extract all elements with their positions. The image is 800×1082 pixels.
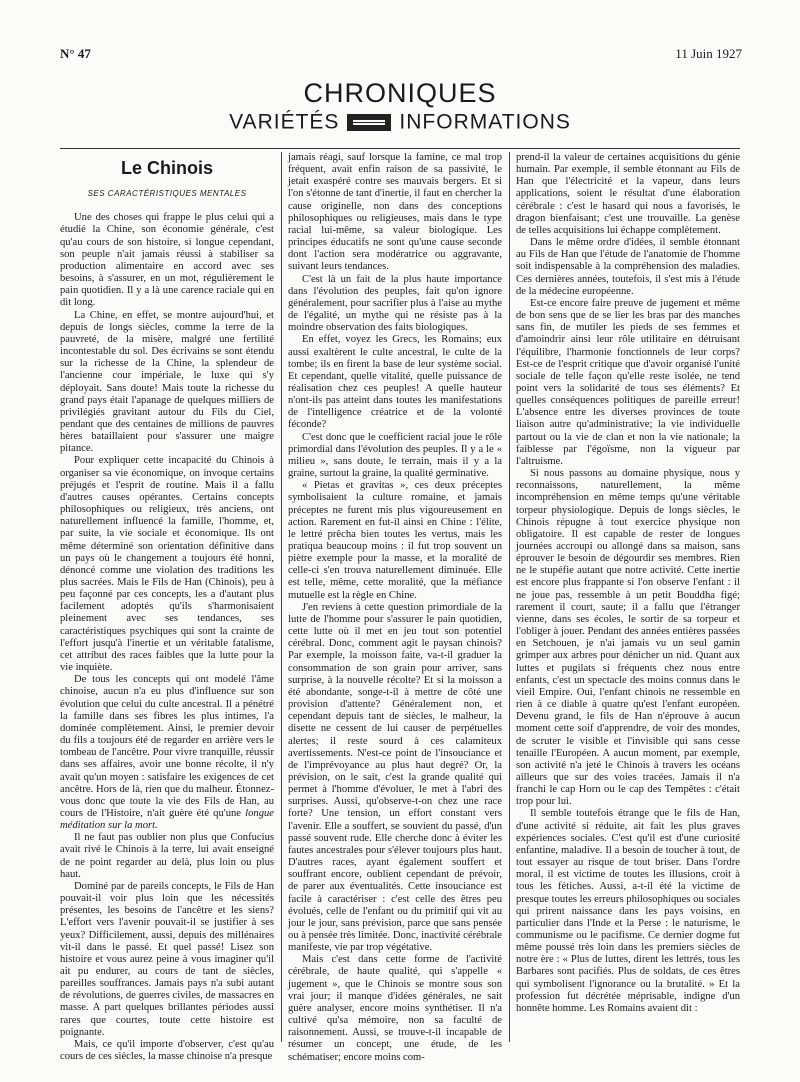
column-divider-1 <box>281 152 282 1042</box>
paragraph: Pour expliquer cette incapacité du Chinois à organiser sa vie économique, on invoque certains préjugés et l'esprit de routine. Mais il a fallu d'autres causes opérantes. Certains concepts philosophiques ou religieux, très anciens, ont naturellement influencé la famille, l'homme, et, par suite, la vie sociale et économique. Ils ont même déterminé son orientation définitive dans un pays où le changement a toujours été honni, dénoncé comme une violation des traditions les plus sacrées. Mais le Fils de Han (Chinois), peu à peu façonné par ces concepts, les a d'autant plus facilement adoptés qu'ils s'harmonisaient pleinement avec ses tendances, ses caractéristiques psychiques qui sont la crainte de l'effort jusqu'à l'inertie et un véritable fatalisme, cet attribut des races faibles que la lutte pour la vie inquiète. <box>60 455 274 674</box>
paragraph: Une des choses qui frappe le plus celui qui a étudié la Chine, son économie générale, c'est qu'au cours de son histoire, si longue cependant, son peuple n'ait jamais réussi à stabiliser sa production alimentaire en accord avec ses besoins, à s'assurer, en un mot, régulièrement le pain quotidien. Il y a là une carence raciale qui en dit long. <box>60 212 274 309</box>
paragraph <box>60 674 274 832</box>
column-3 <box>516 152 740 1042</box>
paragraph: Mais c'est dans cette forme de l'activité cérébrale, de haute qualité, qui s'appelle « jugement », que le Chinois se montre sous son vrai jour; il manque d'idées générales, ne sait guère analyser, encore moins synthétiser. Il n'a cultivé qu'sa mémoire, non sa faculté de raisonnement. Aussi, se trouve-t-il incapable de résumer un concept, une étude, de les schématiser; encore moins com- <box>288 954 502 1063</box>
paragraph: Il semble toutefois étrange que le fils de Han, d'une activité si réduite, ait fait les plus graves expériences sociales. C'est qu'il est d'une curiosité enfantine, maladive. Il a besoin de toucher à tout, de tout essayer au risque de tout briser. Dans l'ordre moral, il est victime de toutes les illusions, croit à tous les fétiches. Aussi, a-t-il été la victime de presque toutes les erreurs philosophiques ou sociales qui prirent naissance dans les pays voisins, en particulier dans l'Inde et la Perse : le naturisme, le communisme ou le pacifisme. Ce dernier dogme fut même poussé très loin dans les premiers siècles de notre ère : « Plus de luttes, dirent les lettrés, tous les Barbares sont pacifiés. Plus de soldats, de ces êtres qui symbolisent l'ignorance ou la brutalité. » Et la profession fut décrétée méprisable, indigne d'un honnête homme. Les Romains avaient dit : <box>516 808 740 1014</box>
paragraph: En effet, voyez les Grecs, les Romains; eux aussi exaltèrent le culte ancestral, le culte de la tombe; ils en firent la base de leur système social. Et cependant, quelle vitalité, quelle puissance de réalisation chez ces peuples! A quelle hauteur n'ont-ils pas atteint dans toutes les manifestations de l'intelligence créatrice et de la volonté féconde? <box>288 334 502 431</box>
paragraph: Il ne faut pas oublier non plus que Confucius avait rivé le Chinois à la terre, lui avait enseigné de ne point regarder au delà, plus loin ou plus haut. <box>60 832 274 880</box>
paragraph: J'en reviens à cette question primordiale de la lutte de l'homme pour s'assurer le pain quotidien, cette lutte où il met en jeu tout son potentiel cérébral. Donc, comment agit le paysan chinois? Par exemple, la moisson faite, va-t-il graduer la consommation de son grain pour arriver, sans surprise, à la nouvelle récolte? Et si la moisson a été abondante, songe-t-il à mettre de côté une provision d'attente? Généralement non, et cependant depuis tant de siècles, le malheur, la disette ne cessent de lui causer de perpétuelles alertes; il reste sourd à ces calamiteux avertissements. N'est-ce point de l'insouciance et de l'imprévoyance au plus haut degré? Or, la prévision, on le sait, c'est la grande qualité qui permet à l'homme d'évoluer, le met à l'abri des surprises. Aussi, qu'observe-t-on chez une race forte? Une tension, un effort constant vers l'avenir. Elle a souffert, se souvient du passé, d'un passé souvent rude. Elle cherche donc à éviter les fautes ancestrales pour s'élever toujours plus haut. D'autres races, ayant également souffert et souffrant encore, oublient cependant de prévoir, de parer aux éventualités. Cette insouciance est facile à caractériser : c'est celle des êtres peu évolués, celle de l'enfant ou du primitif qui vit au jour le jour, sans prévision, parce que sans pensée ou à pensée très limitée. Donc, inactivité cérébrale manifeste, vie par trop végétative. <box>288 601 502 954</box>
paragraph: Mais, ce qu'il importe d'observer, c'est qu'au cours de ces siècles, la masse chinoise n'a presque <box>60 1038 274 1063</box>
paragraph: Dominé par de pareils concepts, le Fils de Han pouvait-il voir plus loin que les nécessités présentes, les besoins de l'ancêtre et les siens? L'effort vers l'avenir pouvait-il se justifier à ses yeux? Difficilement, aussi, depuis des millénaires vit-il dans le passé. Et quel passé! Lisez son histoire et vous aurez peine à vous imaginer qu'il ait pu endurer, au cours de tant de siècles, pareilles souffrances. Jamais pays n'a subi autant de révolutions, de guerres civiles, de massacres en masse. A part quelques brillantes périodes aussi rares que courtes, toute cette histoire est poignante. <box>60 880 274 1038</box>
ornament-icon <box>347 114 391 131</box>
issue-number: N° 47 <box>60 46 91 61</box>
paragraph: Dans le même ordre d'idées, il semble étonnant au Fils de Han que l'étude de l'anatomie de l'homme soit indispensable à la compréhension des maladies. Ces dernières années, toutefois, il s'est mis à l'étude de la médecine européenne. <box>516 237 740 297</box>
paragraph: C'est donc que le coefficient racial joue le rôle primordial dans l'évolution des peuples. Il y a le « milieu », sans doute, le terrain, mais il y a la graine, surtout la graine, la qualité germinative. <box>288 431 502 480</box>
column-1 <box>60 152 275 1063</box>
masthead-informations: INFORMATIONS <box>399 110 571 134</box>
italic-phrase: longue méditation sur la mort. <box>60 807 275 832</box>
masthead-varietes: VARIÉTÉS <box>229 110 340 134</box>
paragraph: Est-ce encore faire preuve de jugement et même de bon sens que de se lier les bras par des manches sans fin, de mutiler les pieds de ses femmes et d'amoindrir ainsi leur rôle utilitaire en détruisant l'équilibre, l'harmonie fonctionnels de leur corps? Est-ce de l'esprit critique que d'avoir organisé l'unité sociale de telle façon qu'elle reste isolée, ne tend point vers la solidarité de tous ses éléments? Et quelles conséquences politiques de pareille erreur! L'absence entre les diverses provinces de toute liaison autre qu'administrative; la vie individuelle partout ou la vie de clan et non la vie nationale; la faiblesse par l'égoïsme, non la vigueur par l'altruisme. <box>516 297 740 467</box>
column-2 <box>288 152 502 1063</box>
paragraph: Si nous passons au domaine physique, nous y reconnaissons, naturellement, la même incompréhension en même temps qu'une véritable torpeur physiologique. Depuis de longs siècles, le Chinois répugne à tout exercice physique non obligatoire. Il est capable de rester de longues journées accroupi ou allongé dans sa maison, sans éprouver le besoin de dégourdir ses membres. Rien ne le stupéfie autant que notre activité. Cette inertie est encore plus frappante si l'on observe l'enfant : il ne joue pas, ressemble à un petit Bouddha figé; rarement il court, saute; il a fallu que l'étranger vienne, dans ses écoles, le sortir de sa torpeur et l'obliger à jouer. Pendant des années entières passées en Setchouen, je n'ai jamais vu un seul gamin grimper aux arbres pour dénicher un nid. Quant aux luttes et pugilats si fréquents chez nous entre enfants, c'est un spectacle des moins connus dans le vieil Empire. Oui, l'enfant chinois ne ressemble en rien à ce diable à quatre qu'est l'enfant européen. Devenu grand, le fils de Han n'éprouve à aucun moment cette soif d'apprendre, de voir des mondes, de scruter le visible et l'invisible qui sans cesse tenaille l'Européen. A aucun moment, par exemple, son activité n'a jeté le Chinois à travers les océans ailleurs que sur des voies tracées. Jamais il n'a franchi le cap Horn ou le cap des Tempêtes : c'était trop pour lui. <box>516 468 740 808</box>
article-subtitle: SES CARACTÉRISTIQUES MENTALES <box>87 189 247 199</box>
article-title: Le Chinois <box>120 158 213 178</box>
paragraph: C'est là un fait de la plus haute importance dans l'évolution des peuples, fait qu'on ignore généralement, pour sacrifier plus à l'aise au mythe de l'égalité, un mythe qui ne résiste pas à la moindre observation des faits biologiques. <box>288 273 502 334</box>
paragraph: prend-il la valeur de certaines acquisitions du génie humain. Par exemple, il semble étonnant au Fils de Han que l'électricité et la vapeur, dans leurs applications, soient le résultat d'une élaboration cérébrale : c'est le hasard qui nous a favorisés, le dragon bienfaisant; c'est une trouvaille. La genèse de telles acquisitions lui échappe complètement. <box>516 152 740 236</box>
masthead-title: CHRONIQUES <box>303 78 497 108</box>
header-rule <box>60 148 740 149</box>
paragraph: jamais réagi, sauf lorsque la famine, ce mal trop fréquent, avait enfin raison de sa passivité, le jetait exaspéré contre ses mauvais bergers. Et si l'on s'étonne de tant d'inertie, il faut en chercher la cause originelle, non dans des conceptions philosophiques ou religieuses, mais dans le type racial lui-même, sa valeur biologique. Les principes éducatifs ne sont qu'une cause seconde dont l'action sera modératrice ou aggravante, suivant leurs tendances. <box>288 152 502 273</box>
paragraph: « Pietas et gravitas », ces deux préceptes symbolisaient la culture romaine, et jamais préceptes ne furent mis plus vigoureusement en action. Rarement en fut-il ainsi en Chine : l'élite, le lettré prêcha bien toutes les vertus, mais les pratiqua beaucoup moins : il fut trop souvent un piètre exemple pour la masse, et la moralité de celle-ci s'en trouva naturellement diminuée. Elle est telle, même, cette moralité, que la méfiance mutuelle est la règle en Chine. <box>288 480 502 601</box>
paragraph-text: De tous les concepts qui ont modelé l'âme chinoise, aucun n'a eu plus d'influence sur son évolution que celui du culte ancestral. Il a pénétré la famille dans ses fibres les plus intimes, l'a dominée complètement. Ainsi, le premier devoir du fils a toujours été de regarder en arrière vers le tombeau de l'ancêtre. Pour vivre tranquille, réussir dans ses affaires, avoir une bonne récolte, il n'y avait qu'un moyen : satisfaire les exigences de cet ancêtre. Hors de là, rien que du malheur. Étonnez-vous donc que toute la vie des Fils de Han, au cours de l'Histoire, n'ait guère été qu'une <box>60 674 274 819</box>
issue-date: 11 Juin 1927 <box>675 46 742 61</box>
paragraph: La Chine, en effet, se montre aujourd'hui, et depuis de longs siècles, comme la terre de la pauvreté, de la misère, malgré une fertilité incontestable du sol. Des écrivains se sont étendu sur la richesse de la Chine, la splendeur de l'ancienne cour impériale, le luxe qui s'y déployait. Sans doute! Mais toute la richesse du grand pays était l'apanage de quelques milliers de privilégiés gravitant autour du Fils du Ciel, pendant que des centaines de millions de pauvres hères bataillaient pour s'assurer une maigre pitance. <box>60 309 274 455</box>
masthead-subtitle <box>0 110 800 134</box>
column-divider-2 <box>509 152 510 1042</box>
